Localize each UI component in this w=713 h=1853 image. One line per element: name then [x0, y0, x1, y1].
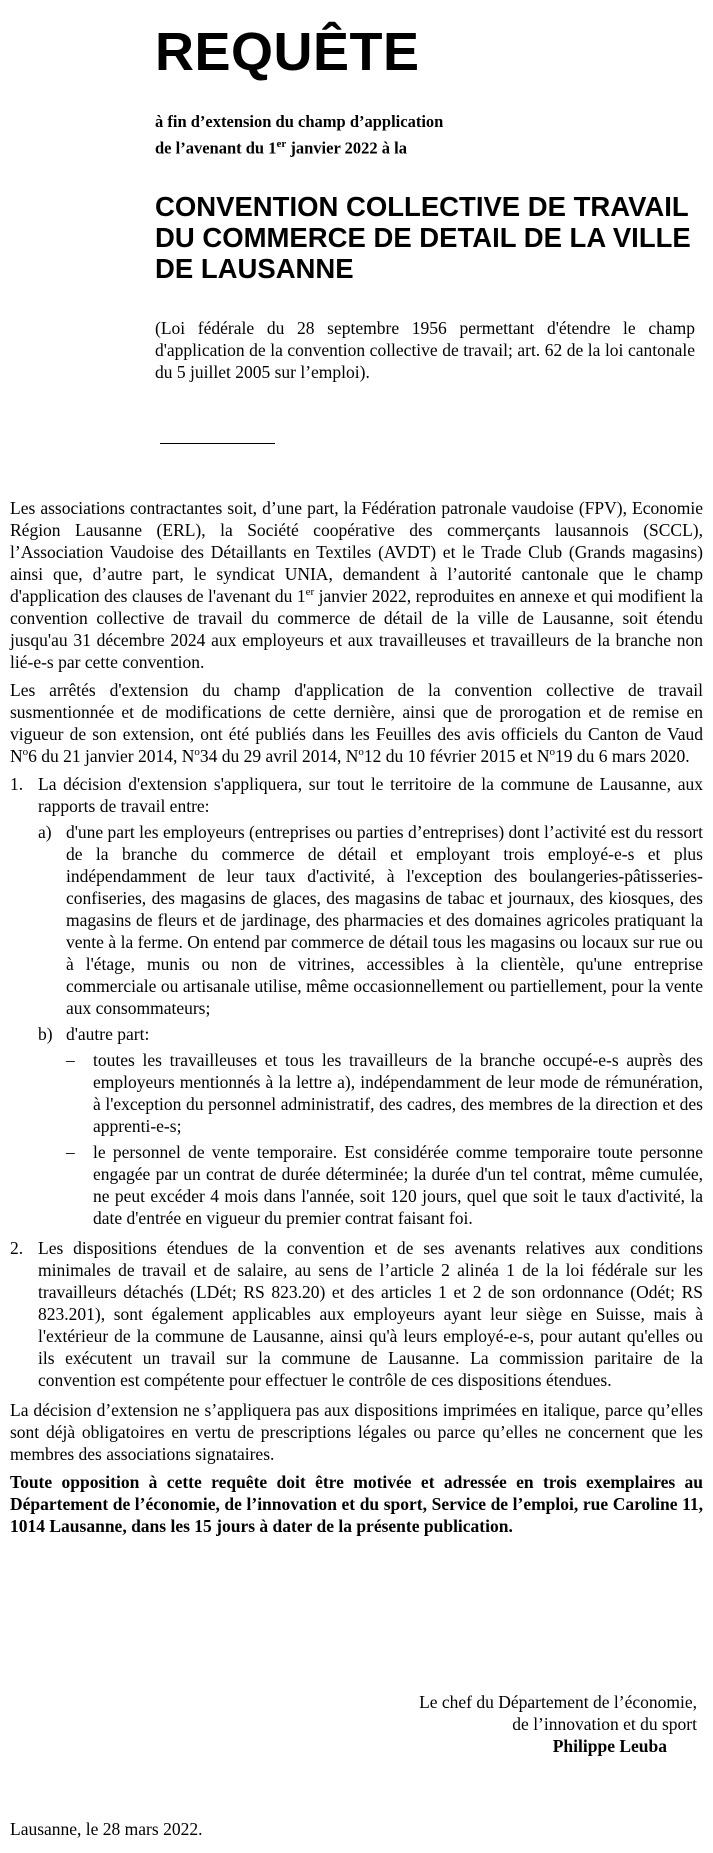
intro-p2-text-e: 19 du 6 mars 2020. [555, 746, 690, 766]
subtitle-line-2 [155, 133, 443, 160]
dash-bullet: – [66, 1142, 75, 1162]
subtitle-superscript: er [276, 138, 287, 150]
item-1-content [38, 773, 703, 1233]
sub-item-a [38, 821, 703, 1019]
sub-item-b-label: b) [38, 1024, 53, 1044]
intro-p2-sup-1: o [22, 746, 29, 759]
intro-p1-text-a: Les associations contractantes soit, d’une part, la Fédération patronale vaudoise (FPV), Economie Région Lausanne (ERL), la Société coopérative des commerçants lausannois (SCCL), l’Association Vaudoise des Détaillants en Textiles (AVDT) et le Trade Club (Grands magasins) ainsi que, d’autre part, le syndicat UNIA, demandent à l’autorité cantonale que le champ d'application des clauses de l'avenant du 1 [10, 498, 703, 606]
subtitle-line-2-start: de l’avenant du 1 [155, 138, 277, 158]
subtitle-line-1: à fin d’extension du champ d’application [155, 112, 444, 131]
convention-title: CONVENTION COLLECTIVE DE TRAVAIL DU COMMERCE DE DETAIL DE LA VILLE DE LAUSANNE [155, 191, 691, 284]
intro-p1-text-b: janvier 2022, reproduites en annexe et qui modifient la convention collective de travail du commerce de détail de la ville de Lausanne, soit étendu jusqu'au 31 décembre 2024 aux employeurs et aux travailleuses et travailleurs de la branche non lié-e-s par cette convention. [10, 586, 703, 672]
sub-item-a-text: d'une part les employeurs (entreprises ou parties d’entreprises) dont l’activité est du ressort de la branche du commerce de détail et employant trois employé-e-s et plus indépendamment de leur taux d'activité, à l'exception des boulangeries-pâtisseries-confiseries, des magasins de glaces, des magasins de tabac et journaux, des kiosques, des magasins de fleurs et de jardinage, des pharmacies et des domaines agricoles pratiquant la vente à la ferme. On entend par commerce de détail tous les magasins ou locaux sur rue ou à l'étage, munis ou non de vitrines, accessibles à la clientèle, qu'une entreprise commerciale ou artisanale utilise, même occasionnellement ou partiellement, pour la vente aux consommateurs; [66, 822, 703, 1018]
item-2-text: Les dispositions étendues de la convention et de ses avenants relatives aux conditions minimales de travail et de salaire, au sens de l’article 2 alinéa 1 de la loi fédérale sur les travailleurs détachés (LDét; RS 823.20) et des articles 1 et 2 de son ordonnance (Odét; RS 823.201), sont également applicables aux employeurs ayant leur siège en Suisse, mais à l'extérieur de la commune de Lausanne, ainsi qu'à leurs employé-e-s, pour autant qu'elles ou ils exécutent un travail sur la commune de Lausanne. La commission paritaire de la convention est compétente pour effectuer le contrôle de ces dispositions étendues. [38, 1238, 703, 1390]
intro-p2-text-c: 34 du 29 avril 2014, N [199, 746, 359, 766]
dash-item-1 [66, 1049, 703, 1137]
sub-item-b [38, 1023, 703, 1045]
intro-p2-text-a: Les arrêtés d'extension du champ d'application de la convention collective de travail susmentionnée et de modifications de cette dernière, ainsi que de prorogation et de remise en vigueur de son extension, ont été publiés dans les Feuilles des avis officiels du Canton de Vaud N [10, 680, 703, 766]
intro-paragraph-1 [10, 497, 703, 673]
intro-p2-sup-4: o [549, 746, 555, 759]
law-reference: (Loi fédérale du 28 septembre 1956 permettant d'étendre le champ d'application de la convention collective de travail; art. 62 de la loi cantonale du 5 juillet 2005 sur l’emploi). [155, 318, 695, 382]
opposition-notice: Toute opposition à cette requête doit être motivée et adressée en trois exemplaires au Département de l’économie, de l’innovation et du sport, Service de l’emploi, rue Caroline 11, 1014 Lausanne, dans les 15 jours à dater de la présente publication. [10, 1472, 703, 1536]
intro-p2-sup-3: o [358, 746, 364, 759]
document-body [10, 497, 703, 1543]
intro-p1-sup: er [305, 586, 315, 599]
numbered-item-1 [10, 773, 703, 1233]
intro-p2-text-d: 12 du 10 février 2015 et N [363, 746, 550, 766]
numbered-item-2 [10, 1237, 703, 1395]
intro-p2-sup-2: o [194, 746, 200, 759]
item-2-content [38, 1237, 703, 1395]
signatory-name: Philippe Leuba [552, 1736, 667, 1756]
sub-item-b-text: d'autre part: [66, 1024, 150, 1044]
dash-item-1-text: toutes les travailleuses et tous les travailleurs de la branche occupé-e-s auprès des employeurs mentionnés à la lettre a), indépendamment de leur mode de rémunération, à l'exception du personnel administratif, des cadres, des membres de la direction et des apprenti-e-s; [93, 1050, 703, 1136]
item-1-text: La décision d'extension s'appliquera, sur tout le territoire de la commune de Lausanne, aux rapports de travail entre: [38, 774, 703, 816]
item-2-number: 2. [10, 1238, 24, 1258]
signature-line-1: Le chef du Département de l’économie, [419, 1692, 697, 1712]
signature-block [419, 1691, 697, 1757]
place-and-date: Lausanne, le 28 mars 2022. [10, 1819, 203, 1839]
dash-bullet: – [66, 1050, 75, 1070]
intro-p2-text-b: 6 du 21 janvier 2014, N [28, 746, 195, 766]
dash-item-2-text: le personnel de vente temporaire. Est considérée comme temporaire toute personne engagée par un contrat de durée déterminée; la durée d'un tel contrat, même cumulée, ne peut excéder 4 mois dans l'année, soit 120 jours, quel que soit le taux d'activité, la date d'entrée en vigueur du premier contrat faisant foi. [93, 1142, 703, 1228]
document-subtitle [155, 111, 443, 160]
intro-paragraph-2 [10, 679, 703, 767]
separator-rule [160, 443, 275, 444]
document-title: REQUÊTE [155, 22, 420, 82]
item-1-number: 1. [10, 774, 24, 794]
italic-exclusion-note: La décision d’extension ne s’appliquera pas aux dispositions imprimées en italique, parce qu’elles sont déjà obligatoires en vertu de prescriptions légales ou parce qu’elles ne concernent que les membres des associations signataires. [10, 1400, 703, 1464]
signature-line-2: de l’innovation et du sport [512, 1714, 697, 1734]
dash-item-2 [66, 1141, 703, 1229]
sub-item-a-label: a) [38, 822, 52, 842]
subtitle-line-2-end: janvier 2022 à la [286, 138, 407, 158]
